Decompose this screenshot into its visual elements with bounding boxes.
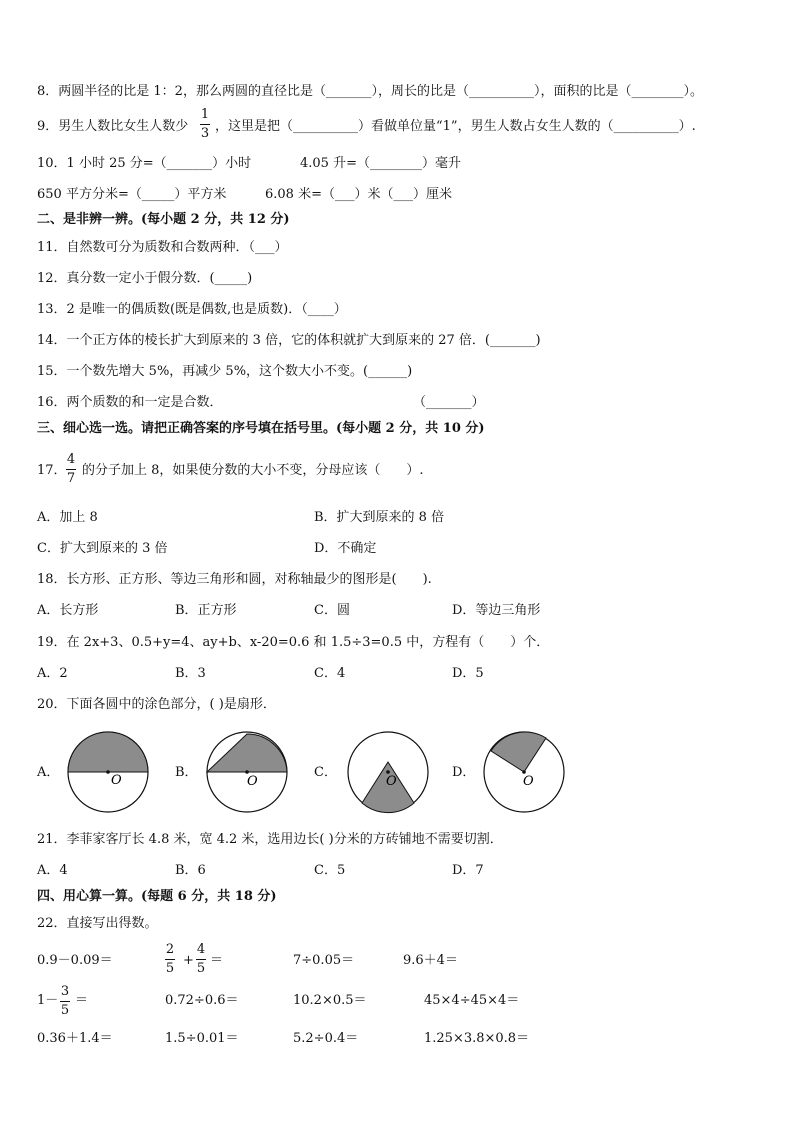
question-9-fraction: [200, 107, 210, 141]
fraction-numerator: 1: [200, 107, 210, 122]
calc-r2c4: 45×4÷45×4＝: [424, 993, 520, 1008]
question-8: 8．两圆半径的比是 1：2，那么两圆的直径比是（_______），周长的比是（__________），面积的比是（________）。: [37, 84, 703, 99]
calc-r3c3: 5.2÷0.4＝: [293, 1031, 359, 1046]
question-18-option-d: D．等边三角形: [452, 603, 541, 618]
calc-r1c2-equals: ＝: [210, 953, 224, 968]
circle-d-figure: [481, 728, 571, 818]
question-12: 12．真分数一定小于假分数．(_____): [37, 271, 253, 286]
section-3-heading: 三、细心选一选。请把正确答案的序号填在括号里。(每小题 2 分，共 10 分): [37, 421, 485, 436]
fraction-numerator: 3: [60, 984, 70, 999]
question-10-part-d: 6.08 米=（___）米（___）厘米: [265, 187, 452, 202]
question-17-suffix: 的分子加上 8，如果使分数的大小不变，分母应该（ ）.: [82, 463, 424, 478]
center-label: O: [386, 774, 397, 789]
question-13: 13．2 是唯一的偶质数(既是偶数,也是质数)．（____）: [37, 302, 347, 317]
calc-r3c4: 1.25×3.8×0.8＝: [424, 1031, 530, 1046]
fraction-numerator: 4: [196, 942, 206, 957]
calc-r1c2-operator: +: [183, 953, 194, 968]
calc-r2c3: 10.2×0.5＝: [293, 993, 367, 1008]
question-10-part-b: 4.05 升=（________）毫升: [300, 156, 461, 171]
fraction-denominator: 7: [66, 471, 76, 486]
question-20-label-d: D．: [452, 765, 476, 780]
question-20-label-c: C．: [314, 765, 337, 780]
question-9-suffix: ，这里是把（__________）看做单位量“1”，男生人数占女生人数的（__________）.: [215, 119, 696, 134]
question-21-option-b: B．6: [175, 863, 206, 878]
fraction-denominator: 3: [200, 126, 210, 141]
center-label: O: [247, 774, 258, 789]
calc-r2c1-fraction: [60, 984, 70, 1018]
question-10-part-c: 650 平方分米=（_____）平方米: [37, 187, 227, 202]
fraction-denominator: 5: [165, 961, 175, 976]
circle-b-figure: [202, 728, 292, 818]
question-18-option-b: B．正方形: [175, 603, 237, 618]
circle-a-figure: [64, 728, 154, 818]
calc-r1c3: 7÷0.05＝: [293, 953, 355, 968]
shaded-segment: [68, 732, 148, 772]
calc-r3c1: 0.36＋1.4＝: [37, 1031, 113, 1046]
fraction-bar: [196, 959, 206, 960]
fraction-numerator: 4: [66, 452, 76, 467]
question-17-option-c: C．扩大到原来的 3 倍: [37, 541, 168, 556]
question-19: 19．在 2x+3、0.5+y=4、ay+b、x-20=0.6 和 1.5÷3=0.5 中，方程有（ ）个．: [37, 635, 550, 650]
calc-r1c1: 0.9－0.09＝: [37, 953, 113, 968]
fraction-denominator: 5: [60, 1003, 70, 1018]
question-16-blank: （_______）: [413, 395, 485, 410]
fraction-bar: [165, 959, 175, 960]
question-19-option-b: B．3: [175, 666, 206, 681]
question-14: 14．一个正方体的棱长扩大到原来的 3 倍，它的体积就扩大到原来的 27 倍．(_______): [37, 333, 541, 348]
question-20-label-b: B．: [175, 765, 198, 780]
question-17-option-a: A．加上 8: [37, 510, 98, 525]
question-17-option-d: D．不确定: [314, 541, 377, 556]
fraction-denominator: 5: [196, 961, 206, 976]
question-20-label-a: A．: [37, 765, 60, 780]
question-16: 16．两个质数的和一定是合数．: [37, 395, 223, 410]
question-21-option-c: C．5: [314, 863, 346, 878]
calc-r1c2-fraction-2: [196, 942, 206, 976]
question-15: 15．一个数先增大 5%，再减少 5%，这个数大小不变。(______): [37, 364, 413, 379]
question-19-option-a: A．2: [37, 666, 68, 681]
fraction-numerator: 2: [165, 942, 175, 957]
fraction-bar: [66, 469, 76, 470]
calc-r2c1-equals: ＝: [75, 993, 89, 1008]
question-9-prefix: 9．男生人数比女生人数少: [37, 119, 189, 134]
question-17-prefix: 17．: [37, 463, 67, 478]
calc-r1c4: 9.6＋4＝: [403, 953, 458, 968]
question-18: 18．长方形、正方形、等边三角形和圆，对称轴最少的图形是( ).: [37, 572, 432, 587]
calc-r1c2-fraction-1: [165, 942, 175, 976]
question-21-option-d: D．7: [452, 863, 484, 878]
question-17-option-b: B．扩大到原来的 8 倍: [314, 510, 445, 525]
question-18-option-a: A．长方形: [37, 603, 99, 618]
calc-r3c2: 1.5÷0.01＝: [165, 1031, 239, 1046]
question-11: 11．自然数可分为质数和合数两种．（___）: [37, 240, 288, 255]
section-4-heading: 四、用心算一算。(每题 6 分，共 18 分): [37, 889, 277, 904]
center-label: O: [523, 774, 534, 789]
fraction-bar: [200, 124, 210, 125]
question-20: 20．下面各圆中的涂色部分，( )是扇形．: [37, 697, 276, 712]
question-18-option-c: C．圆: [314, 603, 350, 618]
question-10-part-a: 10．1 小时 25 分=（_______）小时: [37, 156, 252, 171]
calc-r2c1-prefix: 1－: [37, 993, 59, 1008]
question-21-option-a: A．4: [37, 863, 68, 878]
calc-r2c2: 0.72÷0.6＝: [165, 993, 239, 1008]
center-dot: [106, 770, 110, 774]
circle-c-figure: [344, 728, 434, 818]
question-19-option-c: C．4: [314, 666, 346, 681]
question-19-option-d: D．5: [452, 666, 484, 681]
fraction-bar: [60, 1001, 70, 1002]
section-2-heading: 二、是非辨一辨。(每小题 2 分，共 12 分): [37, 212, 290, 227]
question-21: 21．李菲家客厅长 4.8 米，宽 4.2 米，选用边长( )分米的方砖铺地不需要切割．: [37, 832, 503, 847]
question-17-fraction: [66, 452, 76, 486]
center-label: O: [111, 773, 122, 788]
question-22: 22．直接写出得数。: [37, 916, 158, 931]
